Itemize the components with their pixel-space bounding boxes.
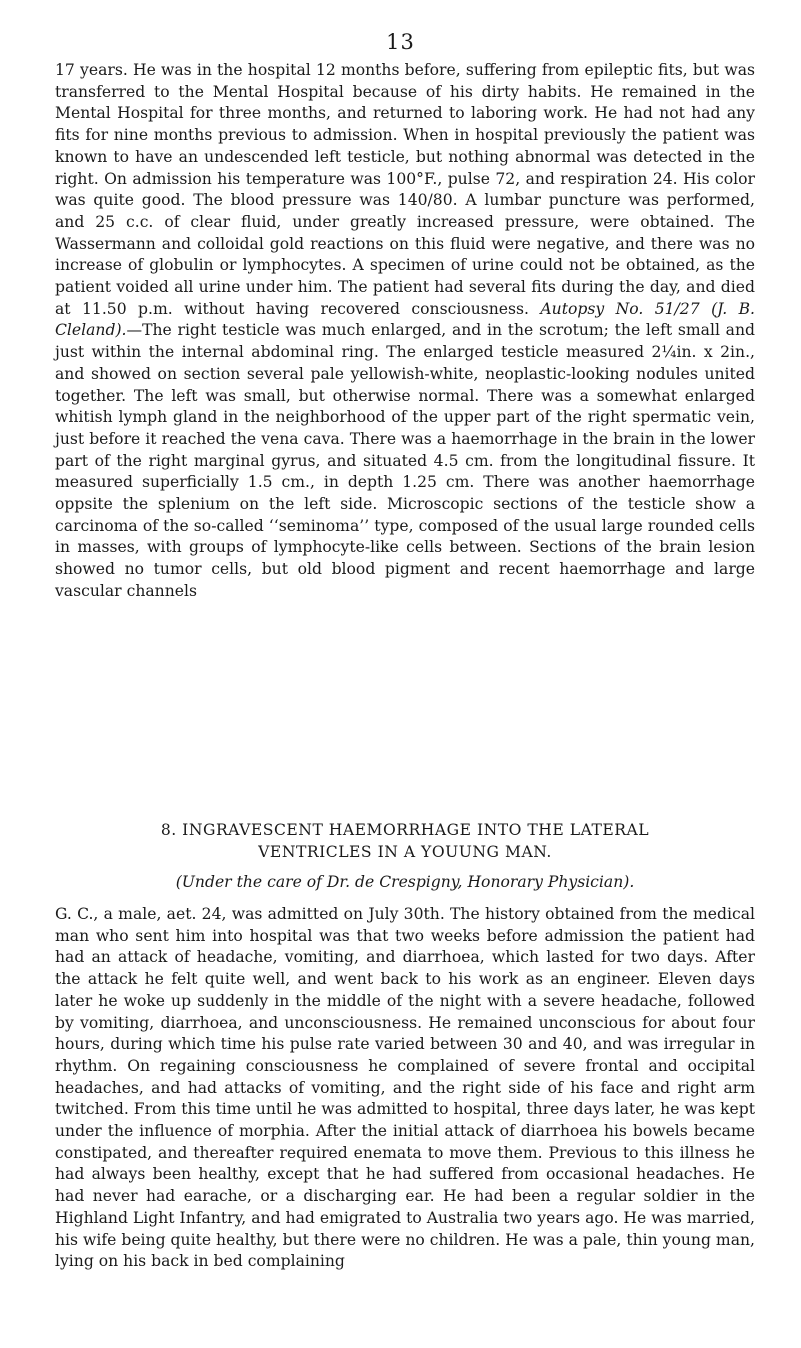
case-history-paragraph: G. C., a male, aet. 24, was admitted on July 30th. The history obtained from the medical man who sent him into hospital was that two weeks before admission the patient had had an attack of headache, vomiting, and diarrhoea, which lasted for two days. After the attack he felt quite well, and went back to his work as an engineer. Eleven days later he woke up suddenly in the middle of the night with a severe headache, followed by vomiting, diarrhoea, and unconsciousness. He remained unconscious for about four hours, during which time his pulse rate varied between 30 and 40, and was irregular in rhythm. On regaining consciousness he complained of severe frontal and occipital headaches, and had attacks of vomiting, and the right side of his face and right arm twitched. From this time until he was admitted to hospital, three days later, he was kept under the influence of morphia. After the initial attack of diarrhoea his bowels became constipated, and thereafter required enemata to move them. Previous to this illness he had always been healthy, except that he had suffered from occasional headaches. He had never had earache, or a discharging ear. He had been a regular soldier in the Highland Light Infantry, and had emigrated to Australia two years ago. He was married, his wife being quite healthy, but there were no children. He was a pale, thin young man, lying on his back in bed complaining xyxy=(55,905,755,1271)
physician-care-line: (Under the care of Dr. de Crespigny, Honorary Physician). xyxy=(175,873,635,891)
section-heading-line: VENTRICLES IN A YOUUNG MAN. xyxy=(258,842,552,861)
case-paragraph xyxy=(55,60,755,603)
section-heading-line: 8. INGRAVESCENT HAEMORRHAGE INTO THE LATERAL xyxy=(160,821,650,839)
case-history-text: 17 years. He was in the hospital 12 months before, suffering from epileptic fits, but was transferred to the Mental Hospital because of his dirty habits. He remained in the Mental Hospital for three months, and returned to laboring work. He had not had any fits for nine months previous to admission. When in hospital previously the patient was known to have an undescended left testicle, but nothing abnormal was detected in the right. On admission his temperature was 100°F., pulse 72, and respiration 24. His color was quite good. The blood pressure was 140/80. A lumbar puncture was performed, and 25 c.c. of clear fluid, under greatly increased pressure, were obtained. The Wassermann and colloidal gold reactions on this fluid were negative, and there was no increase of globulin or lymphocytes. A specimen of urine could not be obtained, as the patient voided all urine under him. The patient had several fits during the day, and died at 11.50 p.m. without having recovered consciousness. xyxy=(55,61,755,318)
page-number: 13 xyxy=(386,30,415,54)
autopsy-findings-text: —The right testicle was much enlarged, and in the scrotum; the left small and just within the internal abdominal ring. The enlarged testicle measured 2¼in. x 2in., and showed on section several pale yellowish-white, neoplastic-looking nodules united together. The left was small, but otherwise normal. There was a somewhat enlarged whitish lymph gland in the neighborhood of the upper part of the right spermatic vein, just before it reached the vena cava. There was a haemorrhage in the brain in the lower part of the right marginal gyrus, and situated 4.5 cm. from the longitudinal fissure. It measured superficially 1.5 cm., in depth 1.25 cm. There was another haemorrhage oppsite the splenium on the left side. Microscopic sections of the testicle show a carcinoma of the so-called ‘‘seminoma’’ type, composed of the usual large rounded cells in masses, with groups of lymphocyte-like cells between. Sections of the brain lesion showed no tumor cells, but old blood pigment and recent haemorrhage and large vascular channels xyxy=(55,321,755,600)
section-heading xyxy=(55,820,755,863)
autopsy-label: Autopsy No. 51/27 (J. B. Cleland). xyxy=(55,299,755,340)
